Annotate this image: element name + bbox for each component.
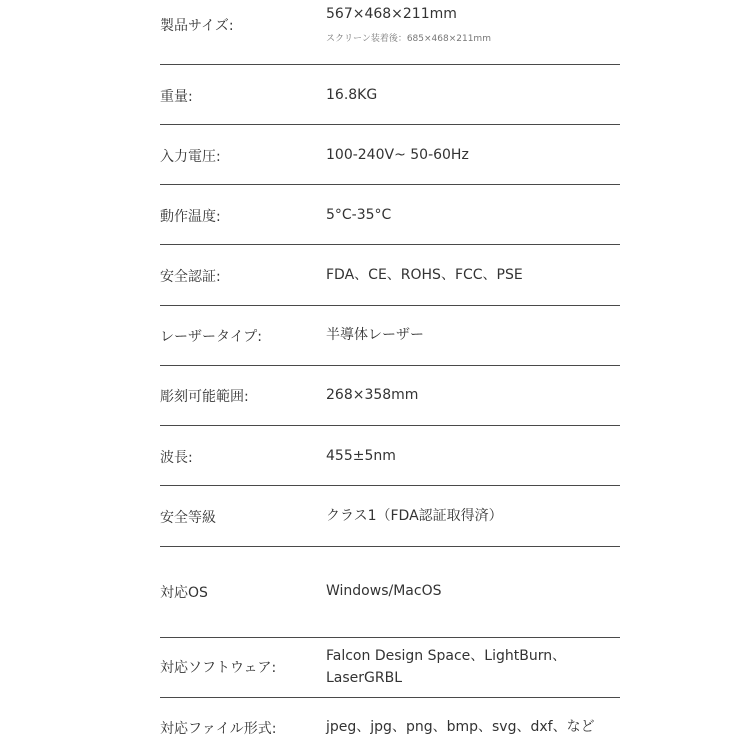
divider (160, 365, 620, 366)
spec-label: 対応ソフトウェア: (160, 660, 277, 676)
spec-note: スクリーン装着後：685×468×211mm (326, 34, 491, 44)
divider (160, 305, 620, 306)
spec-label: 動作温度: (160, 209, 221, 225)
spec-value: 16.8KG (326, 87, 378, 103)
spec-value: 455±5nm (326, 448, 396, 464)
spec-label: 彫刻可能範囲: (160, 389, 249, 405)
spec-label: 対応OS (160, 585, 208, 601)
spec-value-line-1: Falcon Design Space、LightBurn、 (326, 648, 567, 664)
divider (160, 244, 620, 245)
spec-label: レーザータイプ: (160, 329, 263, 345)
spec-label: 波長: (160, 450, 193, 466)
divider (160, 697, 620, 698)
spec-label: 安全等級 (160, 510, 216, 526)
spec-value: FDA、CE、ROHS、FCC、PSE (326, 267, 523, 283)
spec-label: 入力電圧: (160, 149, 221, 165)
divider (160, 425, 620, 426)
spec-value: 268×358mm (326, 387, 419, 403)
spec-value: 半導体レーザー (326, 327, 424, 343)
spec-value-line-2: LaserGRBL (326, 670, 403, 686)
spec-label: 重量: (160, 89, 193, 105)
spec-label: 安全認証: (160, 269, 221, 285)
spec-value: 100-240V~ 50-60Hz (326, 147, 469, 163)
spec-label: 製品サイズ: (160, 18, 234, 34)
spec-value: 567×468×211mm (326, 6, 457, 22)
spec-label: 対応ファイル形式: (160, 721, 277, 737)
divider (160, 485, 620, 486)
divider (160, 546, 620, 547)
divider (160, 184, 620, 185)
divider (160, 64, 620, 65)
divider (160, 124, 620, 125)
divider (160, 637, 620, 638)
spec-value: 5°C-35°C (326, 207, 392, 223)
spec-value: Windows/MacOS (326, 583, 442, 599)
spec-value: クラス1（FDA認証取得済） (326, 508, 503, 524)
spec-value: jpeg、jpg、png、bmp、svg、dxf、など (326, 719, 595, 735)
